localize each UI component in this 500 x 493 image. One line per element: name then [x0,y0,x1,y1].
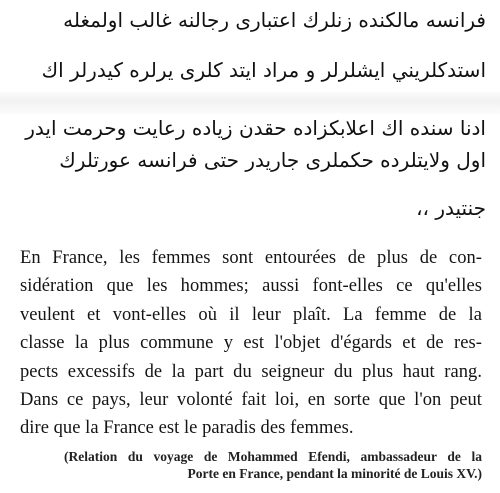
ottoman-line: استدكلريني ايشلرلر و مراد ايتد كلرى يرلره كيدرلر اك [41,58,486,82]
french-translation-paragraph [20,244,482,443]
ottoman-line: جنتيدر ،، [416,196,486,220]
paragraph-line: sidération que les hommes; aussi font-elles ce qu'elles [20,276,482,297]
ottoman-line: اول ولايتلرده حكملرى جاريدر حتى فرانسه عورتلرك [59,148,486,172]
paragraph-line: veulent et vont-elles où il leur plaît. La femme de la [20,304,482,325]
paragraph-line: classe la plus commune y est l'objet d'égards et de res- [20,333,482,354]
paragraph-line: En France, les femmes sont entourées de plus de con- [20,248,482,268]
page-fold-strip [0,92,500,114]
paragraph-line: dire que la France est le paradis des femmes. [20,418,354,439]
citation-line: Porte en France, pendant la minorité de Louis XV.) [187,466,482,481]
citation-line: (Relation du voyage de Mohammed Efendi, ambassadeur de la [64,449,482,464]
source-citation [64,448,482,482]
paragraph-line: pects excessifs de la part du seigneur du plus haut rang. [20,361,482,382]
ottoman-line: ادنا سنده اك اعلابكزاده حقدن زياده رعايت وحرمت ايدر [25,116,486,140]
ottoman-line: فرانسه مالكنده زنلرك اعتبارى رجالنه غالب اولمغله [63,8,486,32]
paragraph-line: Dans ce pays, leur volonté fait loi, en sorte que l'on peut [20,390,482,411]
